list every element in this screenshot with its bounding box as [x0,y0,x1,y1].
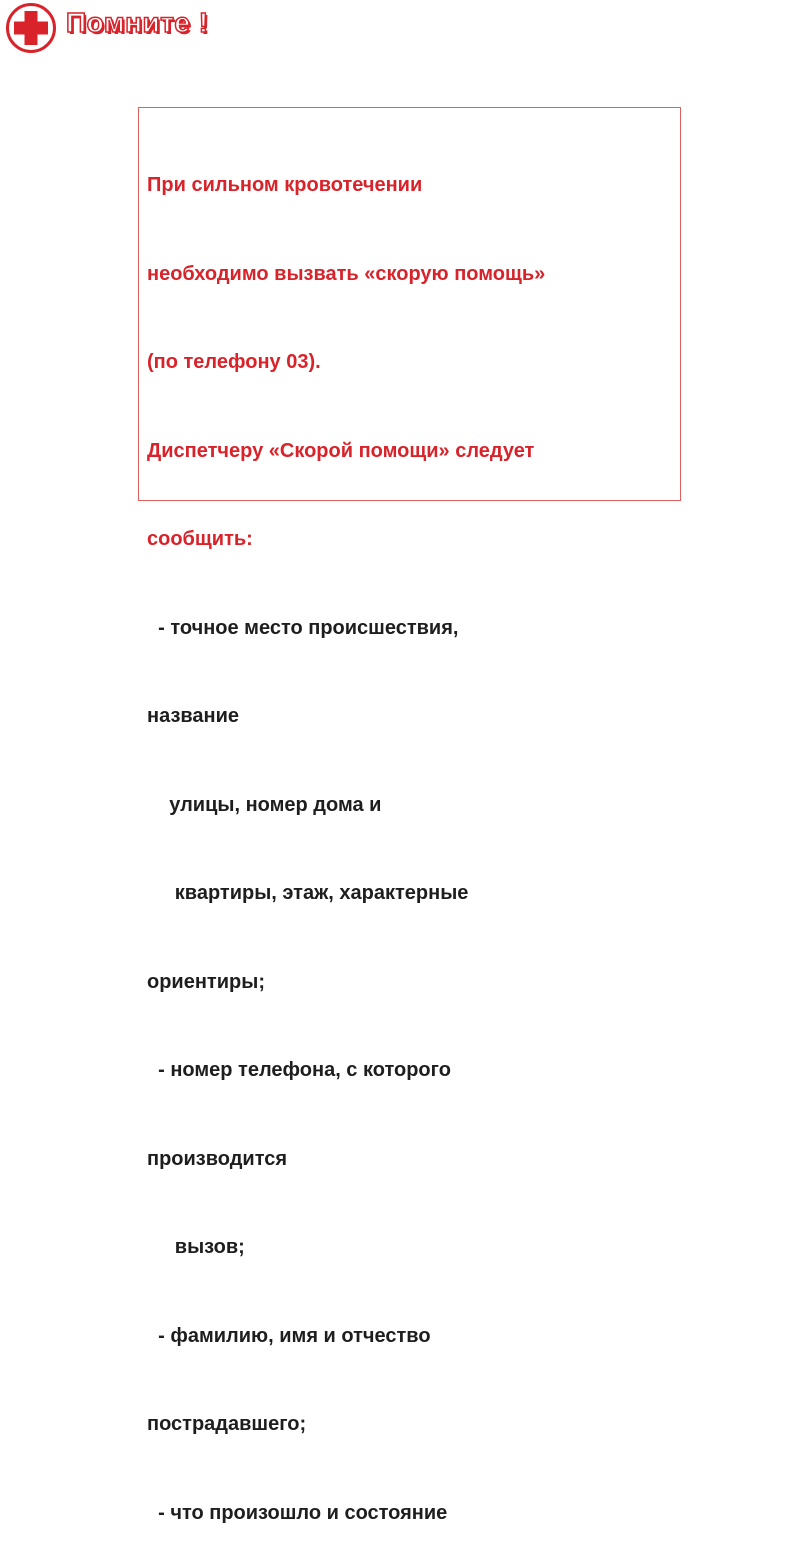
list-line: - что произошло и состояние [147,1501,448,1524]
emergency-instructions [147,112,687,1558]
list-line: ориентиры; [147,970,265,993]
intro-line: сообщить: [147,528,253,550]
intro-line: При сильном кровотечении [147,174,423,196]
list-line: квартиры, этаж, характерные [147,882,469,904]
intro-line: необходимо вызвать «скорую помощь» [147,262,546,285]
list-line: пострадавшего; [147,1413,307,1435]
list-line: - фамилию, имя и отчество [147,1324,431,1347]
list-line: производится [147,1147,288,1170]
list-line: название [147,705,240,727]
list-line: вызов; [147,1236,245,1258]
page-title: Помните ! [66,7,209,38]
list-line: - точное место происшествия, [147,616,459,639]
red-cross-icon [5,2,57,54]
intro-line: Диспетчеру «Скорой помощи» следует [147,439,535,462]
list-line: улицы, номер дома и [147,793,382,816]
intro-line: (по телефону 03). [147,351,321,373]
list-line: - номер телефона, с которого [147,1059,451,1081]
